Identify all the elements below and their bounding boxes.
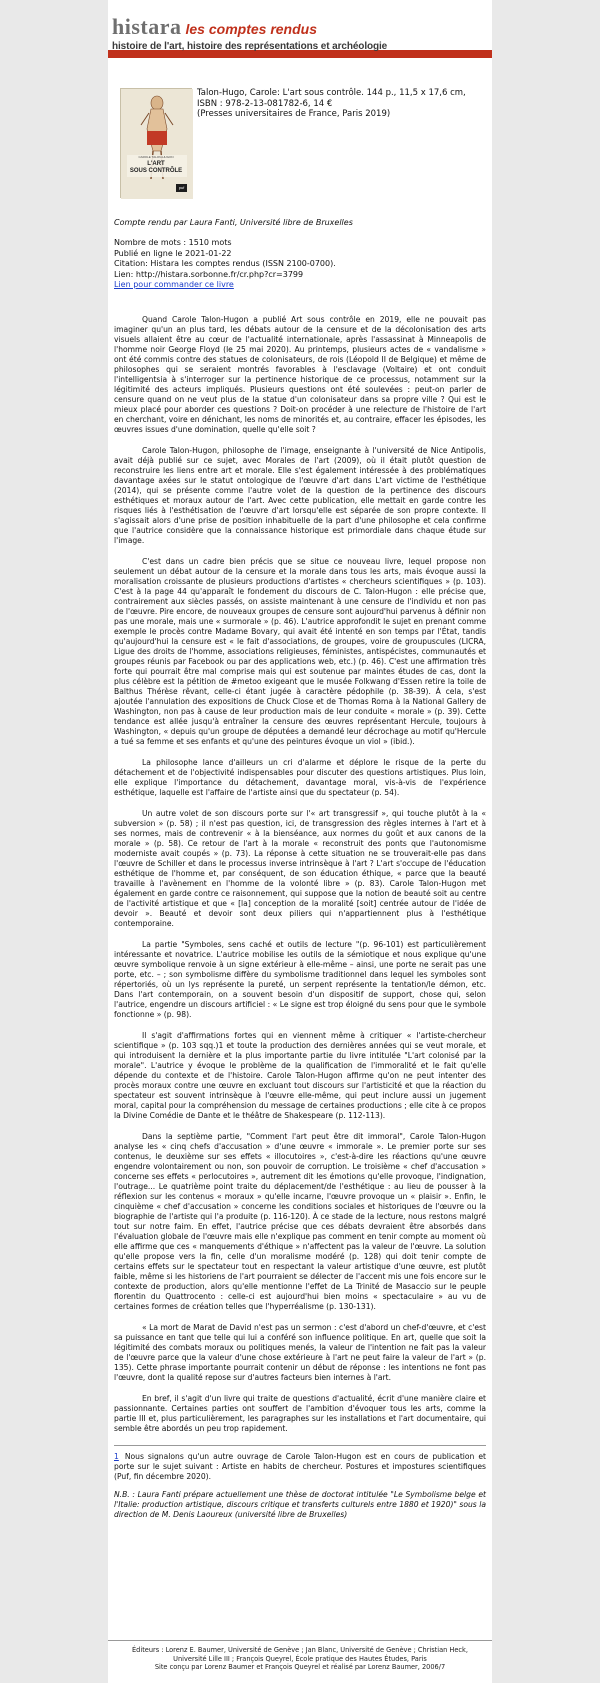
paragraph: « La mort de Marat de David n'est pas un sermon : c'est d'abord un chef-d'œuvre, et c'est sa puissance en tant que telle qui lui a conféré son influence politique. En art, quelle que soit la légitimité des combats moraux ou politiques menés, la valeur de l'intention ne fait pas la valeur de l'œuvre parce que la valeur d'une chose extérieure à l'art ne peut faire la valeur de l'art » (p. 135). Cette phrase importante pourrait contenir un début de réponse : les intentions ne font pas l'œuvre, dont la qualité repose sur d'autres facteurs bien internes à l'art. [114, 1322, 486, 1382]
footnote-divider [114, 1445, 486, 1446]
permalink: Lien: http://histara.sorbonne.fr/cr.php?cr=3799 [114, 269, 304, 279]
word-count: Nombre de mots : 1510 mots [114, 238, 232, 247]
order-book-link[interactable]: Lien pour commander ce livre [114, 280, 234, 289]
site-footer [108, 1640, 492, 1672]
paragraph: Carole Talon-Hugon, philosophe de l'image, enseignante à l'université de Nice Antipolis, avait déjà publié sur ce sujet, avec Morales de l'art (2009), où il était plutôt question de reconstruire les liens entre art et morale. Elle s'est également intéressée à des problématiques davantage axées sur le statut ontologique de l'œuvre d'art dans L'art victime de l'esthétique (2014), qui se présente comme l'autre volet de la question de la pertinence des discours esthétiques et moraux autour de l'art. Avec cette publication, elle mettait en garde contre les risques liés à l'esthétisation de l'œuvre d'art lorsqu'elle est séparée de son propre contexte. Il s'agissait alors d'une prise de position inhabituelle de la part d'une philosophe et cela confirme que l'autrice considère que la connaissance historique est primordiale dans chaque étude sur l'image. [114, 445, 486, 545]
paragraph: En bref, il s'agit d'un livre qui traite de questions d'actualité, écrit d'une manière claire et passionnante. Certaines parties ont souffert de l'ambition d'évoquer tous les arts, comme la partie III et, plus particulièrement, les paragraphes sur les installations et l'art documentaire, qui semble être abordés un peu trop rapidement. [114, 1393, 486, 1433]
footnote-text: Nous signalons qu'un autre ouvrage de Carole Talon-Hugon est en cours de publication et porte sur le sujet suivant : Artiste en habits de chercheur. Postures et impostures scientifiques (Puf, fin décembre 2020). [114, 1451, 486, 1481]
book-block [108, 58, 492, 198]
citation: Citation: Histara les comptes rendus (ISSN 2100-0700). [114, 259, 336, 268]
book-reference-line2: ISBN : 978-2-13-081782-6, 14 € [197, 98, 333, 109]
paragraph: Il s'agit d'affirmations fortes qui en viennent même à critiquer « l'artiste-chercheur scientifique » (p. 103 sqq.)1 et toute la production des dernières années qui se veut morale, et qui introduisent la dernière et la plus importante partie du livre intitulée "L'art colonisé par la morale". L'autrice y évoque le problème de la qualification de l'immoralité et le fait qu'elle dépende du contexte et de l'histoire. Carole Talon-Hugon affirme qu'on ne peut intenter des procès moraux contre une œuvre en excluant tout discours sur l'artisticité et que la réaction du spectateur est souvent intrinsèque à l'œuvre elle-même, qui peut inclure aussi un jugement moral, capital pour la compréhension du message de certaines productions ; elle cite à ce propos la Divine Comédie de Dante et le théâtre de Shakespeare (p. 112-113). [114, 1030, 486, 1120]
site-brand[interactable]: histara [112, 14, 182, 39]
page [108, 0, 492, 1683]
cover-title [121, 161, 191, 175]
paragraph: La partie "Symboles, sens caché et outils de lecture "(p. 96-101) est particulièrement intéressante et novatrice. L'autrice mobilise les outils de la sémiotique et nous explique qu'une œuvre symbolique renvoie à un signe extérieur à elle-même – ainsi, une porte ne serait pas une porte, etc. – ; son symbolisme diffère du symbolisme traditionnel dans lequel les symboles sont répertoriés, où un lys représente la pureté, un serpent représente la tentation/le démon, etc. Dans l'art contemporain, on a souvent besoin d'un dispositif de support, chose qui, selon l'autrice, engendre un discours artificiel : « Le signe est trop éloigné du sens pour que le symbole fonctionne » (p. 98). [114, 939, 486, 1019]
footnote [108, 1452, 492, 1482]
cover-illustration [121, 89, 193, 199]
reviewer-credit: Compte rendu par Laura Fanti, Université libre de Bruxelles [114, 218, 353, 227]
site-tagline: histoire de l'art, histoire des représentations et archéologie [112, 41, 388, 52]
review-body [108, 315, 492, 1434]
cover-title-line2: SOUS CONTRÔLE [129, 168, 183, 174]
book-reference-line1: Talon-Hugo, Carole: L'art sous contrôle. 144 p., 11,5 x 17,6 cm, [197, 88, 466, 98]
book-reference [197, 88, 466, 198]
masthead [108, 0, 492, 50]
paragraph: Dans la septième partie, "Comment l'art peut être dit immoral", Carole Talon-Hugon analyse les « cinq chefs d'accusation » d'une œuvre « immorale ». Le premier porte sur ses contenus, le deuxième sur ses effets « illocutoires », c'est-à-dire les réactions qu'une œuvre engendre volontairement ou non, son pouvoir de corruption. Le troisième « chef d'accusation » concerne ses effets « perlocutoires », autrement dit les émotions qu'elle provoque, l'indignation, l'outrage... Le quatrième point traite du déplacement/de l'esthétique : au lieu de pousser à la réflexion sur les contenus « moraux » qu'elle incarne, l'œuvre provoque un « plaisir ». Enfin, le cinquième « chef d'accusation » concerne les conditions sociales et historiques de l'œuvre ou la biographie de l'artiste qui l'a produite (p. 116-120). À ce stade de la lecture, nous restons malgré tout sur notre faim. En effet, l'autrice précise que ces débats devraient être absorbés dans l'évaluation globale de l'œuvre mais elle n'explique pas comment en tenir compte au moment où elle affirme que ces « manquements d'éthique » n'affectent pas la valeur de l'œuvre. La solution qu'elle propose vers la fin, celle d'un moralisme modéré (p. 128) qui doit tenir compte de certains effets sur le spectateur tout en respectant la valeur artistique d'une œuvre, est plutôt faible, même si les historiens de l'art pourraient se délecter de l'accent mis une fois encore sur le contexte de production, alors qu'elle mentionne l'effet de La Trinité de Masaccio sur le peuple florentin du Quattrocento : celle-ci est aujourd'hui bien moins « spectaculaire » au vu de certaines formes de création telles que l'hyperréalisme (p. 130-131). [114, 1131, 486, 1311]
paragraph: Quand Carole Talon-Hugon a publié Art sous contrôle en 2019, elle ne pouvait pas imaginer qu'un an plus tard, les débats autour de la censure et de la décolonisation des arts visuels allaient être au cœur de l'actualité internationale, après l'assassinat à Minneapolis de l'homme noir George Floyd (le 25 mai 2020). Au printemps, plusieurs actes de « vandalisme » ont été commis contre des statues de colonisateurs, de rois (Léopold II de Belgique) et même de philosophes qui se seraient montrés favorables à l'esclavage (Voltaire) et ont conduit l'intelligentsia à s'interroger sur la pertinence historique de ce processus, notamment sur la légitimité des acteurs impliqués. Plusieurs questions ont été soulevées : peut-on parler de censure quand on ne veut plus de la statue d'un colonisateur dans sa propre ville ? Qui est le mieux placé pour aborder ces questions ? Doit-on procéder à une relecture de l'histoire de l'art en cherchant, voire en dénichant, les noms de minorités et, au contraire, effacer les épisodes, les œuvres issues d'une domination, quelle qu'elle soit ? [114, 314, 486, 434]
footer-credits: Site conçu par Lorenz Baumer et François Queyrel et réalisé par Lorenz Baumer, 2006/7 [154, 1663, 446, 1672]
footer-editors-line1: Éditeurs : Lorenz E. Baumer, Université de Genève ; Jan Blanc, Université de Genève ; Christian Heck, [132, 1646, 468, 1654]
book-reference-line3: (Presses universitaires de France, Paris 2019) [197, 109, 391, 119]
masthead-title-row [112, 14, 492, 40]
publication-date: Publié en ligne le 2021-01-22 [114, 248, 232, 258]
review-metadata [114, 238, 492, 291]
paragraph: Un autre volet de son discours porte sur l'« art transgressif », qui touche plutôt à la « subversion » (p. 58) ; il n'est pas question, ici, de transgression des règles internes à l'art et à ses normes, mais de contrevenir « à la bienséance, aux normes du goût et aux canons de la morale » (p. 58). Ce retour de l'art à la morale « reconstruit des ponts que l'autonomisme moderniste avait coupés » (p. 73). La réponse à cette situation ne se trouverait-elle pas dans l'œuvre de Schiller et dans le processus inverse intrinsèque à l'art ? L'art s'occupe de l'éducation esthétique de l'homme et, par conséquent, de son éducation éthique, « parce que la beauté travaille à l'avènement en l'homme de la volonté libre » (p. 83). Carole Talon-Hugon met également en garde contre ce raisonnement, qui suppose que la notion de beauté soit au centre de l'activité artistique et que « [la] conception de la moralité [soit] centrée autour de l'idée de devoir ». Beauté et devoir sont deux piliers qui n'appartiennent plus à l'esthétique contemporaine. [114, 808, 486, 928]
paragraph: C'est dans un cadre bien précis que se situe ce nouveau livre, lequel propose non seulement un débat autour de la censure et la morale dans tous les arts, mais évoque aussi la moralisation croissante de plusieurs productions d'artistes « chercheurs scientifiques » (p. 103). C'est à la page 44 qu'apparaît le fondement du discours de C. Talon-Hugon : elle précise que, contrairement aux siècles passés, on assiste maintenant à une censure de l'individu et non pas de l'œuvre. Pire encore, de nouveaux groupes de censure sont aujourd'hui parvenus à définir non pas une morale, mais une « surmorale » (p. 46). L'autrice approfondit le sujet en prenant comme exemple le procès contre Madame Bovary, qui avait été intenté en son temps par l'État, tandis qu'aujourd'hui la censure est « le fait d'associations, de groupes, voire de groupuscules (LICRA, Ligue des droits de l'homme, associations religieuses, féministes, antispécistes, communautés et groupes réunis par Facebook ou par des applications web, etc.) (p. 46). C'est une affirmation très forte qui pourrait être mal comprise mais qui est soutenue par maintes études de cas, dont la plus célèbre est la pétition de #metoo exigeant que le musée Folkwang d'Essen retire la toile de Balthus Thérèse rêvant, celle-ci étant jugée à caractère pédophile (p. 38-39). À cela, s'est ajoutée l'annulation des expositions de Chuck Close et de Thomas Roma à la National Gallery de Washington, non pas à cause de leur production mais de leur conduite « morale » (p. 39). Cette tendance est allée jusqu'à entraîner la censure des œuvres représentant Hercule, toujours à Washington, « depuis qu'un groupe de députées a demandé leur décrochage au motif qu'Hercule a tué sa femme et ses enfants et qu'une des peintures évoque un viol » (ibid.). [114, 556, 486, 746]
author-note: N.B. : Laura Fanti prépare actuellement une thèse de doctorat intitulée "Le Symbolisme belge et l'Italie: production artistique, discours critique et transferts culturels entre 1880 et 1920)" sous la direction de M. Denis Laoureux (université libre de Bruxelles) [114, 1489, 486, 1519]
paragraph: La philosophe lance d'ailleurs un cri d'alarme et déplore le risque de la perte du détachement et de l'objectivité indispensables pour discuter des questions artistiques. Plus loin, elle explique l'importance du détachement, davantage moral, vis-à-vis de l'expérience esthétique, laquelle est l'affaire de l'artiste ainsi que du spectateur (p. 54). [114, 757, 486, 797]
publisher-logo-icon: puf [176, 184, 187, 192]
cover-title-line1: L'ART [147, 161, 165, 167]
footer-editors-line2: Université Lille III ; François Queyrel, École pratique des Hautes Études, Paris [173, 1654, 427, 1663]
footnote-number-link[interactable]: 1 [114, 1451, 119, 1461]
cover-author: CAROLE TALON-HUGON [138, 155, 174, 159]
site-section[interactable]: les comptes rendus [185, 21, 317, 37]
book-cover-image [120, 88, 192, 198]
